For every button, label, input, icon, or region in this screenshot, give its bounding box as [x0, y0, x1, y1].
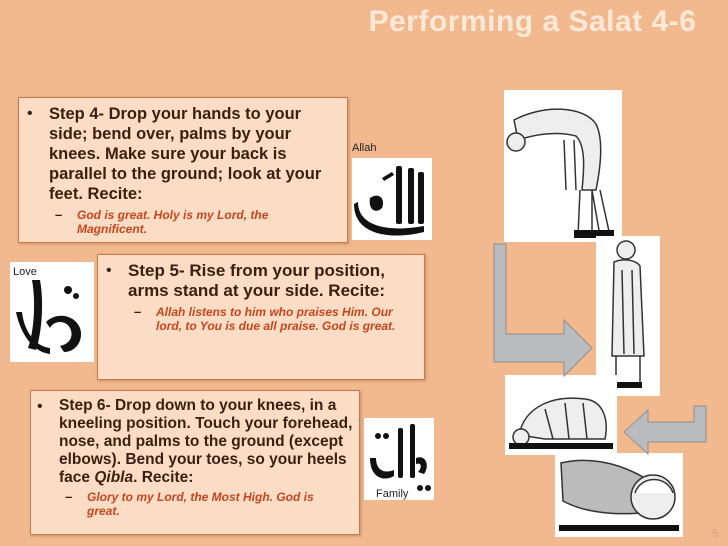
bullet-dot: • — [37, 398, 43, 415]
step-4-box — [18, 97, 348, 243]
step-5-text: Step 5- Rise from your position, arms stand at your side. Recite: — [128, 261, 385, 300]
sub-dash: – — [55, 207, 63, 222]
step-6-recite: Glory to my Lord, the Most High. God is great. — [87, 490, 314, 518]
step-6-box — [30, 390, 360, 535]
arrow-1 — [494, 244, 592, 376]
step-6-text-start: Step 6- Drop down to your knees, in a kneeling position. Touch your forehead, nose, and palms to the ground (except elbows). Bend your toes, so your heels face — [59, 397, 353, 486]
step-4-text: Step 4- Drop your hands to your side; bend over, palms by your knees. Make sure your back is parallel to the ground; look at your feet. Recite: — [49, 105, 322, 203]
flow-arrows — [480, 230, 710, 460]
arrow-2 — [624, 406, 706, 454]
qibla-emphasis: Qibla — [94, 469, 134, 486]
step-5-box — [97, 254, 425, 380]
sub-dash: – — [65, 489, 73, 504]
sub-dash: – — [134, 304, 142, 319]
slide-title: Performing a Salat 4-6 — [368, 5, 697, 38]
step-6-text — [59, 397, 355, 487]
page-number: 5 — [711, 528, 718, 540]
bowing-figure-image — [504, 90, 622, 242]
love-label: Love — [13, 266, 37, 278]
allah-label: Allah — [352, 142, 377, 154]
head-close-up-image — [555, 453, 683, 537]
allah-calligraphy-image — [352, 158, 432, 240]
step-4-recite: God is great. Holy is my Lord, the Magnificent. — [77, 208, 269, 236]
step-6-text-end: . Recite: — [133, 469, 194, 486]
bullet-dot: • — [27, 105, 33, 122]
family-label: Family — [376, 488, 409, 500]
bullet-dot: • — [106, 262, 112, 279]
step-5-recite: Allah listens to him who praises Him. Our lord, to You is due all praise. God is great. — [156, 305, 396, 333]
